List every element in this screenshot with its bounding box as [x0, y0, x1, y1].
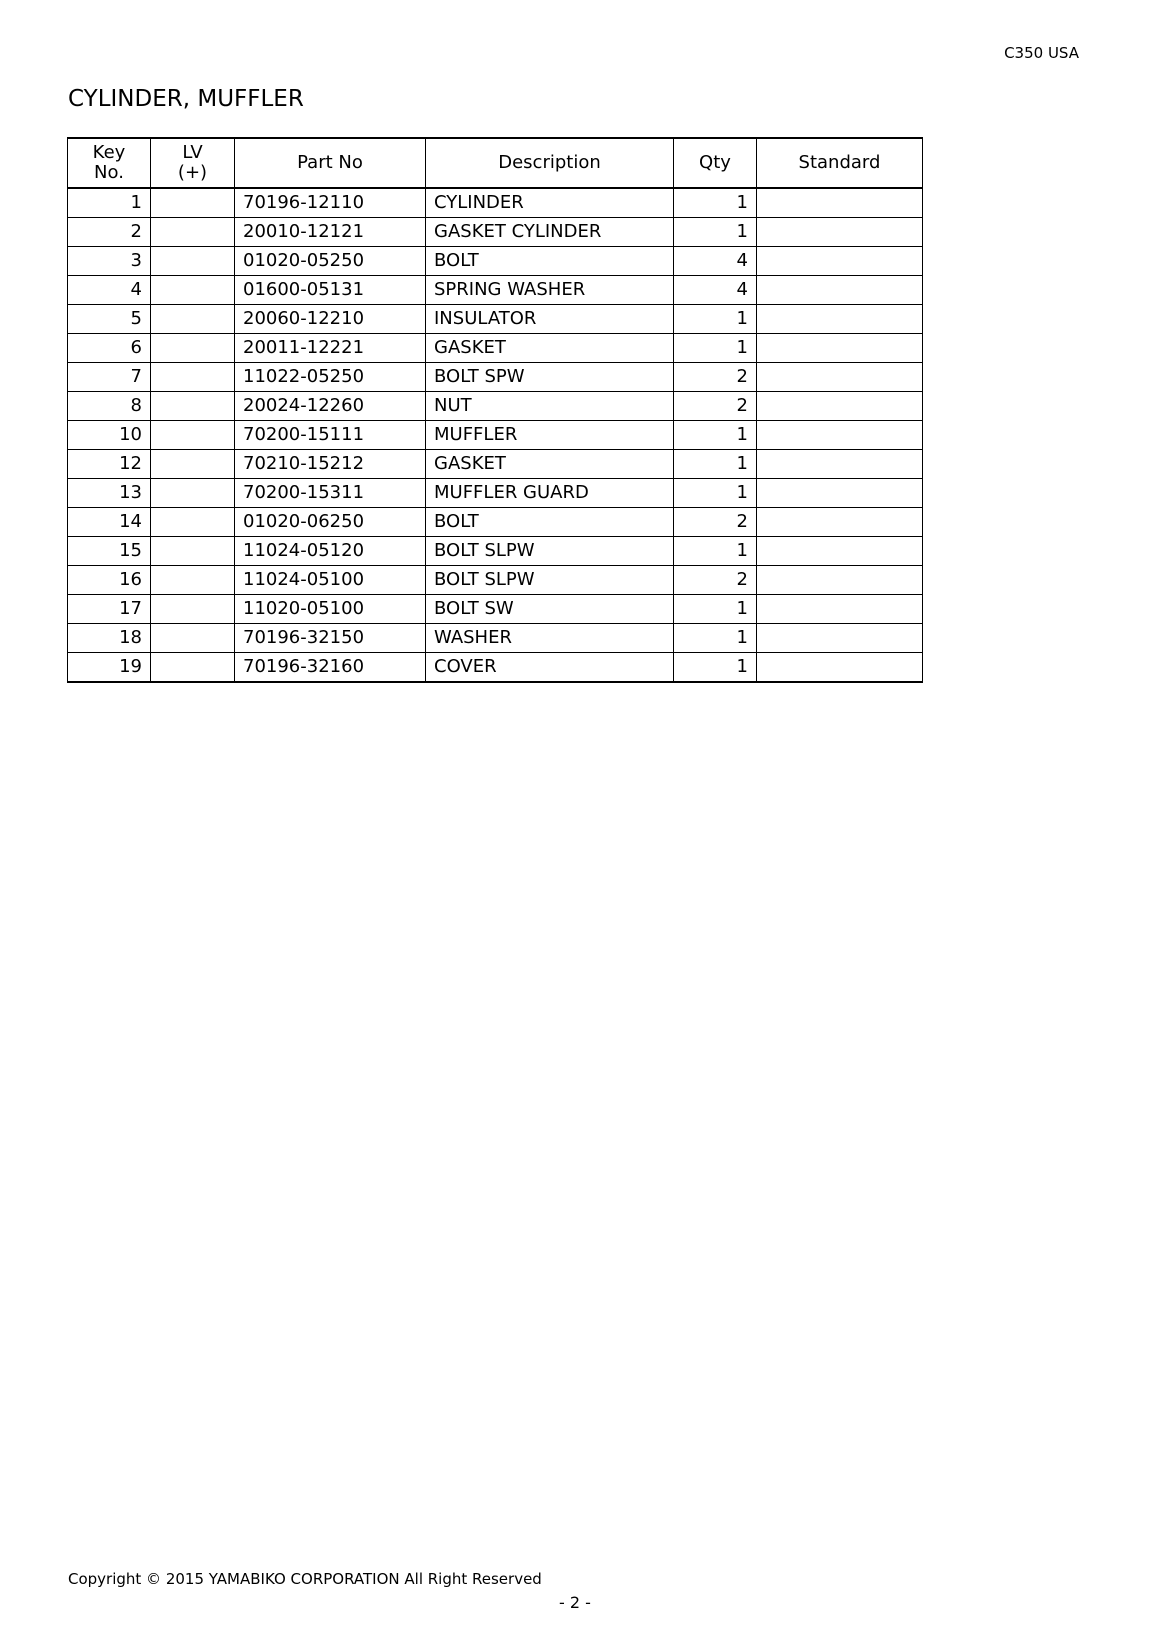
cell-lv	[151, 276, 235, 305]
cell-qty: 1	[674, 653, 757, 683]
table-row	[68, 595, 923, 624]
table-row	[68, 537, 923, 566]
cell-key-no: 3	[68, 247, 151, 276]
table-row	[68, 479, 923, 508]
cell-standard	[757, 537, 923, 566]
cell-description: COVER	[426, 653, 674, 683]
cell-lv	[151, 537, 235, 566]
cell-qty: 1	[674, 421, 757, 450]
table-row	[68, 247, 923, 276]
cell-part-no: 01020-05250	[235, 247, 426, 276]
cell-description: MUFFLER	[426, 421, 674, 450]
column-header-qty: Qty	[674, 138, 757, 188]
cell-description: GASKET	[426, 450, 674, 479]
page-number: - 2 -	[559, 1593, 591, 1612]
parts-table	[67, 137, 923, 683]
cell-description: INSULATOR	[426, 305, 674, 334]
cell-description: BOLT SPW	[426, 363, 674, 392]
cell-description: BOLT SW	[426, 595, 674, 624]
cell-part-no: 11024-05120	[235, 537, 426, 566]
cell-description: CYLINDER	[426, 188, 674, 218]
cell-part-no: 70200-15311	[235, 479, 426, 508]
cell-part-no: 01600-05131	[235, 276, 426, 305]
copyright-notice: Copyright © 2015 YAMABIKO CORPORATION All Right Reserved	[68, 1570, 542, 1588]
table-row	[68, 508, 923, 537]
cell-part-no: 70200-15111	[235, 421, 426, 450]
cell-standard	[757, 595, 923, 624]
cell-qty: 1	[674, 537, 757, 566]
cell-description: WASHER	[426, 624, 674, 653]
cell-standard	[757, 334, 923, 363]
parts-table-body	[68, 188, 923, 682]
cell-standard	[757, 421, 923, 450]
cell-key-no: 19	[68, 653, 151, 683]
cell-lv	[151, 479, 235, 508]
cell-part-no: 70196-12110	[235, 188, 426, 218]
cell-qty: 1	[674, 595, 757, 624]
cell-key-no: 14	[68, 508, 151, 537]
cell-qty: 1	[674, 479, 757, 508]
table-row	[68, 363, 923, 392]
cell-lv	[151, 363, 235, 392]
cell-qty: 4	[674, 247, 757, 276]
cell-lv	[151, 334, 235, 363]
cell-standard	[757, 624, 923, 653]
cell-lv	[151, 392, 235, 421]
table-row	[68, 653, 923, 683]
cell-key-no: 1	[68, 188, 151, 218]
column-header-lv	[151, 138, 235, 188]
cell-standard	[757, 479, 923, 508]
cell-standard	[757, 508, 923, 537]
cell-qty: 2	[674, 508, 757, 537]
cell-key-no: 18	[68, 624, 151, 653]
cell-part-no: 20011-12221	[235, 334, 426, 363]
cell-part-no: 20060-12210	[235, 305, 426, 334]
cell-part-no: 11020-05100	[235, 595, 426, 624]
cell-standard	[757, 392, 923, 421]
cell-lv	[151, 247, 235, 276]
cell-description: SPRING WASHER	[426, 276, 674, 305]
cell-key-no: 10	[68, 421, 151, 450]
table-row	[68, 188, 923, 218]
lv-label-line2: (+)	[177, 162, 208, 183]
cell-standard	[757, 218, 923, 247]
cell-key-no: 6	[68, 334, 151, 363]
header-row	[68, 138, 923, 188]
table-row	[68, 566, 923, 595]
table-row	[68, 305, 923, 334]
cell-standard	[757, 305, 923, 334]
cell-lv	[151, 595, 235, 624]
cell-lv	[151, 653, 235, 683]
cell-key-no: 15	[68, 537, 151, 566]
cell-lv	[151, 450, 235, 479]
cell-description: MUFFLER GUARD	[426, 479, 674, 508]
cell-part-no: 20010-12121	[235, 218, 426, 247]
cell-key-no: 16	[68, 566, 151, 595]
cell-qty: 1	[674, 450, 757, 479]
column-header-part-no: Part No	[235, 138, 426, 188]
column-header-standard: Standard	[757, 138, 923, 188]
key-no-label-line1: Key	[92, 142, 126, 163]
cell-description: BOLT	[426, 508, 674, 537]
cell-standard	[757, 450, 923, 479]
table-row	[68, 334, 923, 363]
cell-qty: 2	[674, 363, 757, 392]
cell-key-no: 2	[68, 218, 151, 247]
cell-key-no: 12	[68, 450, 151, 479]
cell-standard	[757, 653, 923, 683]
cell-key-no: 13	[68, 479, 151, 508]
cell-lv	[151, 218, 235, 247]
cell-part-no: 70196-32160	[235, 653, 426, 683]
column-header-key-no	[68, 138, 151, 188]
cell-qty: 1	[674, 334, 757, 363]
cell-lv	[151, 188, 235, 218]
cell-lv	[151, 508, 235, 537]
cell-part-no: 11024-05100	[235, 566, 426, 595]
lv-label-line1: LV	[182, 142, 203, 163]
cell-part-no: 11022-05250	[235, 363, 426, 392]
cell-qty: 1	[674, 188, 757, 218]
cell-standard	[757, 276, 923, 305]
cell-lv	[151, 421, 235, 450]
cell-lv	[151, 305, 235, 334]
column-header-description: Description	[426, 138, 674, 188]
parts-table-header	[68, 138, 923, 188]
cell-description: BOLT	[426, 247, 674, 276]
cell-qty: 1	[674, 624, 757, 653]
section-title: CYLINDER, MUFFLER	[68, 86, 304, 112]
model-code: C350 USA	[1004, 44, 1079, 62]
cell-part-no: 70210-15212	[235, 450, 426, 479]
cell-lv	[151, 566, 235, 595]
table-row	[68, 276, 923, 305]
table-row	[68, 624, 923, 653]
cell-key-no: 7	[68, 363, 151, 392]
cell-standard	[757, 566, 923, 595]
cell-qty: 2	[674, 566, 757, 595]
cell-qty: 4	[674, 276, 757, 305]
cell-lv	[151, 624, 235, 653]
cell-qty: 1	[674, 218, 757, 247]
cell-description: GASKET CYLINDER	[426, 218, 674, 247]
cell-description: NUT	[426, 392, 674, 421]
cell-description: BOLT SLPW	[426, 537, 674, 566]
table-row	[68, 392, 923, 421]
table-row	[68, 450, 923, 479]
table-row	[68, 218, 923, 247]
cell-key-no: 8	[68, 392, 151, 421]
cell-key-no: 17	[68, 595, 151, 624]
cell-part-no: 01020-06250	[235, 508, 426, 537]
cell-description: GASKET	[426, 334, 674, 363]
cell-standard	[757, 363, 923, 392]
cell-standard	[757, 247, 923, 276]
cell-qty: 2	[674, 392, 757, 421]
cell-qty: 1	[674, 305, 757, 334]
table-row	[68, 421, 923, 450]
key-no-label-line2: No.	[94, 162, 124, 183]
cell-key-no: 5	[68, 305, 151, 334]
cell-key-no: 4	[68, 276, 151, 305]
cell-part-no: 70196-32150	[235, 624, 426, 653]
cell-standard	[757, 188, 923, 218]
cell-description: BOLT SLPW	[426, 566, 674, 595]
cell-part-no: 20024-12260	[235, 392, 426, 421]
